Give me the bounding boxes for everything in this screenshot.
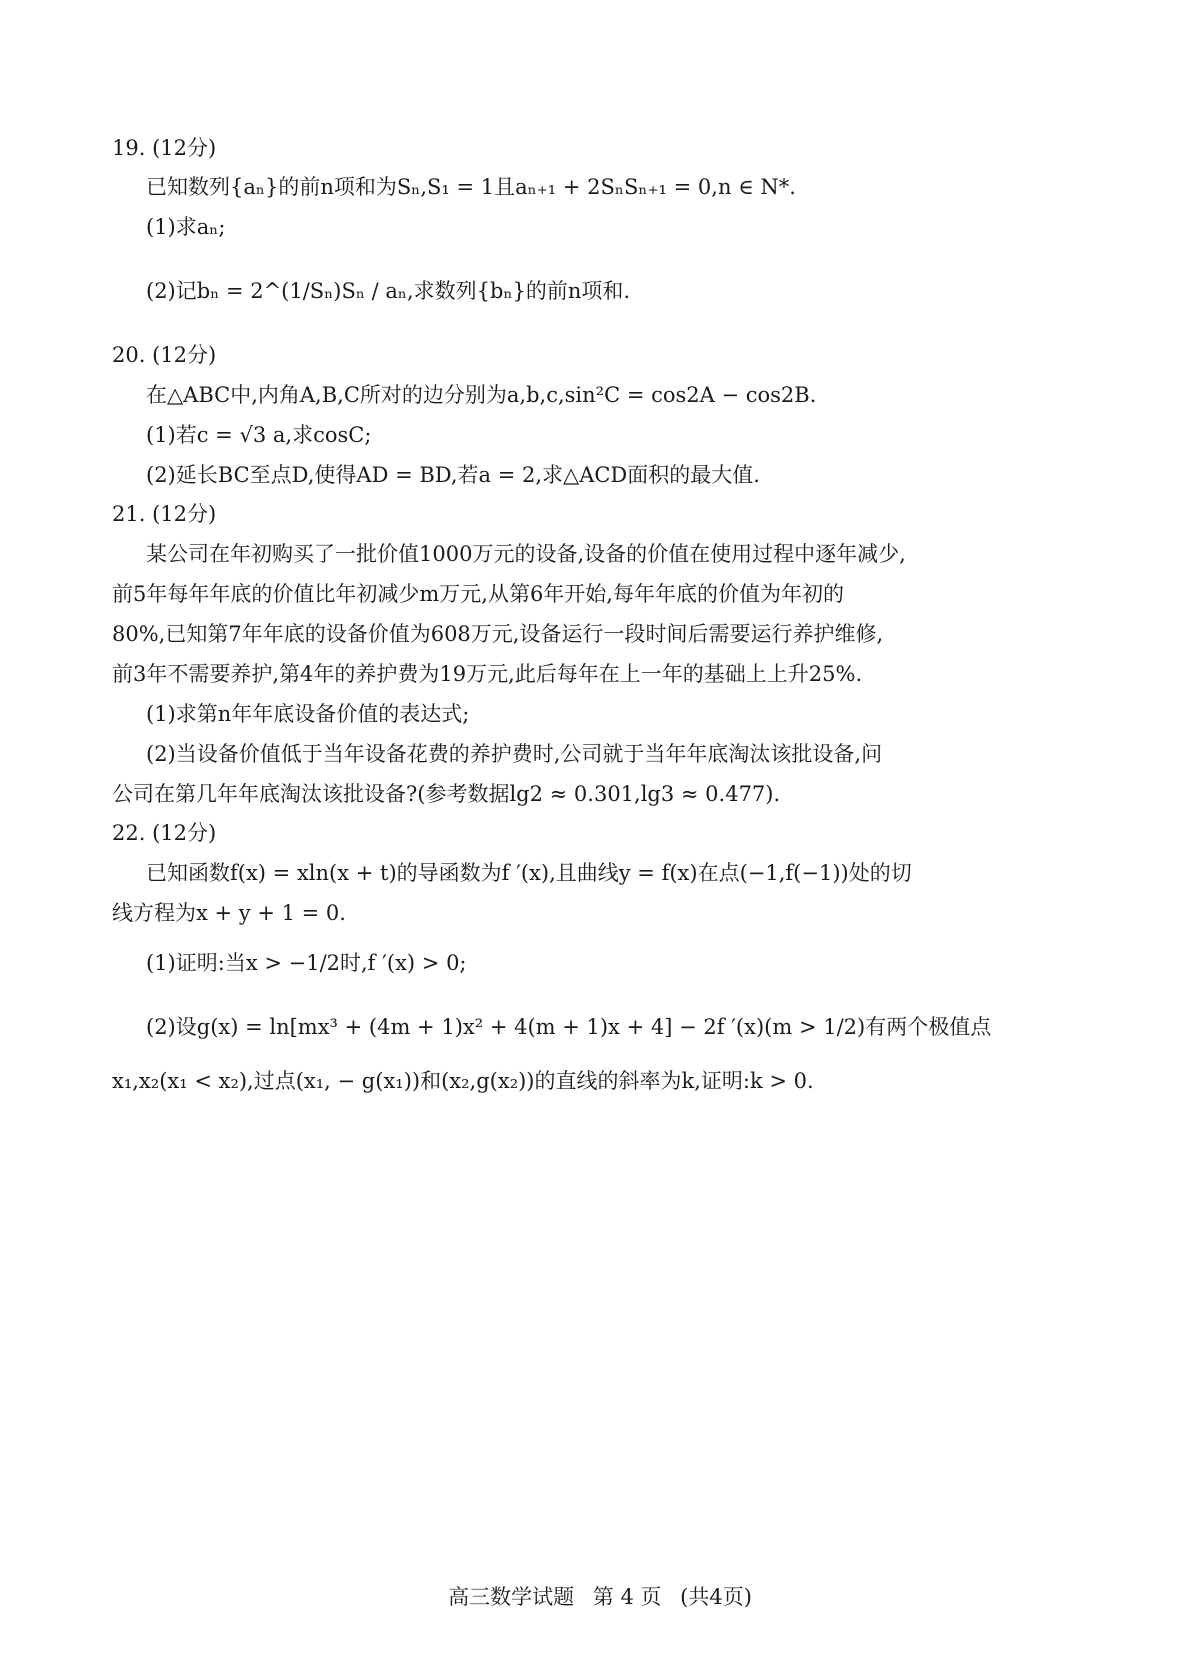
question-20-part-2: (2)延长BC至点D,使得AD = BD,若a = 2,求△ACD面积的最大值. (146, 463, 760, 487)
question-21-part-1: (1)求第n年年底设备价值的表达式; (146, 702, 470, 726)
question-21-line-1: 某公司在年初购买了一批价值1000万元的设备,设备的价值在使用过程中逐年减少, (146, 542, 906, 566)
question-22-number: 22. (12分) (112, 821, 217, 845)
question-21-line-4: 前3年不需要养护,第4年的养护费为19万元,此后每年在上一年的基础上上升25%. (112, 662, 863, 686)
question-21-part-2: (2)当设备价值低于当年设备花费的养护费时,公司就于当年年底淘汰该批设备,问 (146, 742, 883, 766)
question-21-line-2: 前5年每年年底的价值比年初减少m万元,从第6年开始,每年年底的价值为年初的 (112, 582, 844, 606)
question-19-part-1: (1)求aₙ; (146, 215, 226, 239)
question-19-part-2: (2)记bₙ = 2^(1/Sₙ)Sₙ / aₙ,求数列{bₙ}的前n项和. (146, 279, 631, 303)
question-22-stem-cont: 线方程为x + y + 1 = 0. (112, 901, 346, 925)
question-20-stem: 在△ABC中,内角A,B,C所对的边分别为a,b,c,sin²C = cos2A − cos2B. (146, 383, 817, 407)
question-21-number: 21. (12分) (112, 502, 217, 526)
footer-total-pages: (共4页) (680, 1585, 752, 1609)
question-21-part-2-cont: 公司在第几年年底淘汰该批设备?(参考数据lg2 ≈ 0.301,lg3 ≈ 0.477). (112, 782, 781, 806)
footer-title: 高三数学试题 (448, 1585, 575, 1609)
question-20-part-1: (1)若c = √3 a,求cosC; (146, 423, 372, 447)
question-22-part-2-cont: x₁,x₂(x₁ < x₂),过点(x₁, − g(x₁))和(x₂,g(x₂))的直线的斜率为k,证明:k > 0. (112, 1069, 814, 1093)
question-19-number: 19. (12分) (112, 136, 217, 160)
question-20-number: 20. (12分) (112, 343, 217, 367)
question-21-line-3: 80%,已知第7年年底的设备价值为608万元,设备运行一段时间后需要运行养护维修, (112, 622, 884, 646)
question-19-stem: 已知数列{aₙ}的前n项和为Sₙ,S₁ = 1且aₙ₊₁ + 2SₙSₙ₊₁ = 0,n ∈ N*. (146, 175, 796, 199)
question-22-part-1: (1)证明:当x > −1/2时,f ′(x) > 0; (146, 951, 467, 975)
question-22-stem: 已知函数f(x) = xln(x + t)的导函数为f ′(x),且曲线y = f(x)在点(−1,f(−1))处的切 (146, 861, 912, 885)
question-22-part-2: (2)设g(x) = ln[mx³ + (4m + 1)x² + 4(m + 1)x + 4] − 2f ′(x)(m > 1/2)有两个极值点 (146, 1015, 992, 1039)
page-footer (0, 1582, 1200, 1612)
footer-page-number: 第 4 页 (592, 1585, 662, 1609)
